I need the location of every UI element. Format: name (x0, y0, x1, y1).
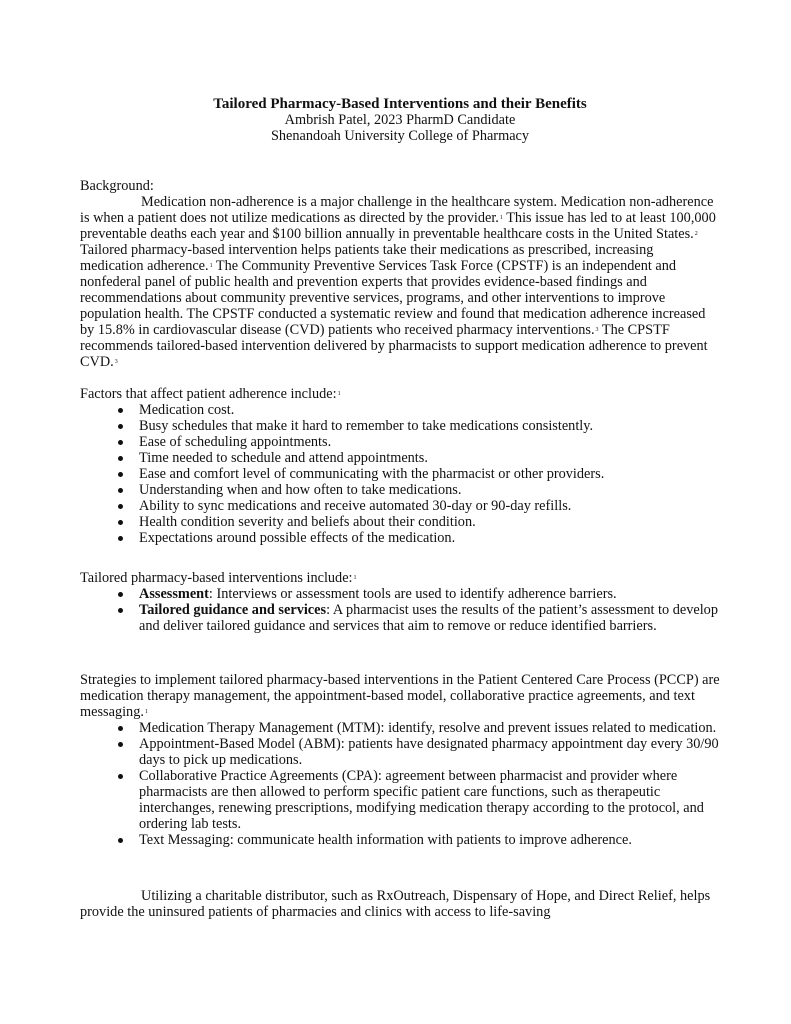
citation-ref: 1 (209, 263, 213, 269)
bullet-icon (118, 504, 123, 509)
interventions-section (80, 570, 720, 634)
bullet-icon (118, 472, 123, 477)
list-item: Understanding when and how often to take medications. (80, 482, 720, 498)
background-heading: Background: (80, 178, 154, 194)
bullet-icon (118, 726, 123, 731)
background-text: Medication non-adherence is a major challenge in the healthcare system. Medication non-adherence is when a patient does not utilize medications as directed by the provider. (80, 194, 714, 226)
bullet-icon (118, 488, 123, 493)
interventions-list (80, 586, 720, 634)
strategies-list (80, 720, 720, 848)
list-item: Ability to sync medications and receive automated 30-day or 90-day refills. (80, 498, 720, 514)
factors-list (80, 402, 720, 546)
citation-ref: 3 (114, 359, 118, 365)
background-text: The CPSTF recommends tailored-based intervention delivered by pharmacists to support medication adherence to prevent CVD. (80, 322, 708, 370)
citation-ref: 3 (595, 327, 599, 333)
affiliation-line: Shenandoah University College of Pharmacy (270, 128, 530, 144)
list-item: Tailored guidance and services: A pharmacist uses the results of the patient’s assessment to develop and deliver tailored guidance and services that aim to remove or reduce identified barriers. (80, 602, 720, 634)
term: Assessment (139, 586, 209, 602)
list-item: Time needed to schedule and attend appointments. (80, 450, 720, 466)
bullet-icon (118, 608, 123, 613)
factors-section (80, 386, 720, 546)
interventions-intro: Tailored pharmacy-based interventions include:$^1$ (80, 570, 357, 586)
strategies-intro: Strategies to implement tailored pharmacy-based interventions in the Patient Centered Care Process (PCCP) are medication therapy management, the appointment-based model, collaborative practice agreements, and text messaging.$^1$ (80, 672, 720, 720)
citation-ref: 1 (499, 215, 503, 221)
list-item: Collaborative Practice Agreements (CPA): agreement between pharmacist and provider where pharmacists are then allowed to perform specific patient care functions, such as therapeutic interchanges, renewing prescriptions, modifying medication therapy according to the protocol, and ordering lab tests. (80, 768, 720, 832)
bullet-icon (118, 440, 123, 445)
list-item: Medication cost. (80, 402, 720, 418)
citation-ref: 2 (694, 231, 698, 237)
bullet-icon (118, 838, 123, 843)
list-item: Medication Therapy Management (MTM): identify, resolve and prevent issues related to medication. (80, 720, 720, 736)
list-item: Busy schedules that make it hard to remember to take medications consistently. (80, 418, 720, 434)
bullet-icon (118, 774, 123, 779)
bullet-icon (118, 456, 123, 461)
background-paragraph (80, 194, 720, 370)
background-text: This issue has led to at least 100,000 preventable deaths each year and $100 billion annually in preventable healthcare costs in the United States. (80, 210, 716, 242)
bullet-icon (118, 742, 123, 747)
background-section (80, 178, 720, 370)
citation-ref: 1 (353, 575, 357, 581)
bullet-icon (118, 536, 123, 541)
list-item: Health condition severity and beliefs about their condition. (80, 514, 720, 530)
list-item: Ease and comfort level of communicating with the pharmacist or other providers. (80, 466, 720, 482)
citation-ref: 1 (144, 709, 148, 715)
charitable-section (80, 888, 720, 920)
list-item: Assessment: Interviews or assessment tools are used to identify adherence barriers. (80, 586, 720, 602)
background-text: The Community Preventive Services Task Force (CPSTF) is an independent and nonfederal panel of public health and prevention experts that provides evidence-based findings and recommendations about community preventive services, programs, and other interventions to improve population health. The CPSTF conducted a systematic review and found that medication adherence increased by 15.8% in cardiovascular disease (CVD) patients who received pharmacy interventions. (80, 258, 706, 338)
factors-intro: Factors that affect patient adherence include:$^1$ (80, 386, 341, 402)
title-block (80, 96, 720, 144)
bullet-icon (118, 408, 123, 413)
list-item: Ease of scheduling appointments. (80, 434, 720, 450)
term: Tailored guidance and services (139, 602, 327, 618)
strategies-section (80, 672, 720, 848)
background-text: Tailored pharmacy-based intervention helps patients take their medications as prescribed, increasing medication adherence. (80, 242, 654, 274)
list-item: Expectations around possible effects of the medication. (80, 530, 720, 546)
list-item: Text Messaging: communicate health information with patients to improve adherence. (80, 832, 720, 848)
charitable-paragraph: Utilizing a charitable distributor, such as RxOutreach, Dispensary of Hope, and Direct Relief, helps provide the uninsured patients of pharmacies and clinics with access to life-saving (80, 888, 711, 920)
citation-ref: 1 (337, 391, 341, 397)
document-title: Tailored Pharmacy-Based Interventions and their Benefits (213, 96, 587, 112)
bullet-icon (118, 520, 123, 525)
bullet-icon (118, 424, 123, 429)
bullet-icon (118, 592, 123, 597)
list-item: Appointment-Based Model (ABM): patients have designated pharmacy appointment day every 30/90 days to pick up medications. (80, 736, 720, 768)
author-line: Ambrish Patel, 2023 PharmD Candidate (284, 112, 516, 128)
